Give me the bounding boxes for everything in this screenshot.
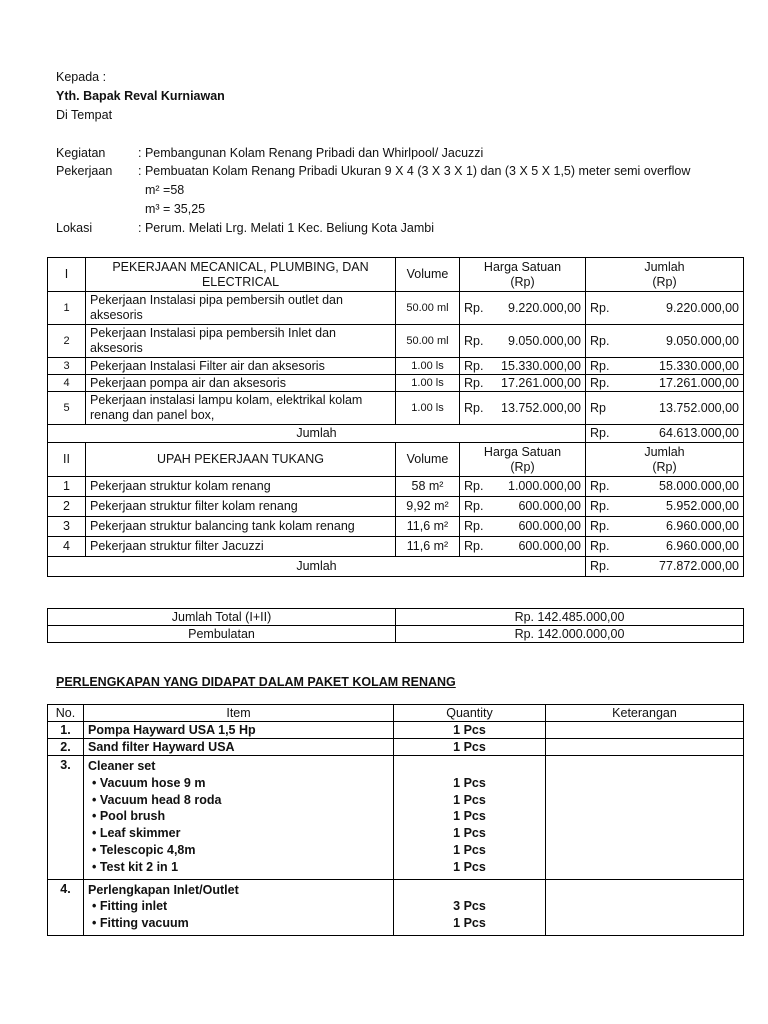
equipment-note xyxy=(546,879,744,935)
kegiatan-value: : Pembangunan Kolam Renang Pribadi dan Whirlpool/ Jacuzzi xyxy=(138,146,484,160)
equipment-col-item: Item xyxy=(84,705,394,722)
table-row xyxy=(48,517,744,537)
row-harga xyxy=(460,358,586,375)
row-harga-value: 600.000,00 xyxy=(518,519,581,533)
list-item: • Pool brush xyxy=(92,809,166,824)
row-volume: 11,6 m² xyxy=(396,517,460,537)
section2-harga-rp: (Rp) xyxy=(510,459,535,474)
list-item: • Vacuum hose 9 m xyxy=(92,775,206,790)
row-jumlah xyxy=(586,477,744,497)
section1-total-label: Jumlah xyxy=(48,425,586,443)
section2-total-label: Jumlah xyxy=(48,557,586,577)
section1-no: I xyxy=(48,258,86,292)
area-value: m² =58 xyxy=(145,183,185,197)
section1-total-cur: Rp. xyxy=(590,426,610,440)
row-no: 3 xyxy=(48,517,86,537)
equipment-note xyxy=(546,722,744,739)
row-harga-cur: Rp. xyxy=(464,400,484,415)
row-jumlah xyxy=(586,392,744,425)
list-item-qty: 1 Pcs xyxy=(453,775,486,790)
list-item-qty: 1 Pcs xyxy=(453,809,486,824)
row-harga-value: 600.000,00 xyxy=(518,539,581,553)
row-jumlah-value: 6.960.000,00 xyxy=(666,519,739,533)
cleaner-set-title: Cleaner set xyxy=(88,759,156,773)
row-jumlah-cur: Rp. xyxy=(590,358,610,373)
section2-harga-header xyxy=(460,443,586,477)
section2-jumlah-label: Jumlah xyxy=(644,444,685,459)
row-desc: Pekerjaan pompa air dan aksesoris xyxy=(86,375,396,392)
table-row xyxy=(48,477,744,497)
equipment-no: 1. xyxy=(48,722,84,739)
row-harga xyxy=(460,517,586,537)
row-volume: 1.00 ls xyxy=(396,375,460,392)
row-desc: Pekerjaan Instalasi Filter air dan aksesoris xyxy=(86,358,396,375)
row-harga-value: 15.330.000,00 xyxy=(501,358,581,373)
table-row xyxy=(48,358,744,375)
rounding-value: Rp. 142.000.000,00 xyxy=(396,626,744,643)
row-jumlah xyxy=(586,375,744,392)
row-jumlah-cur: Rp. xyxy=(590,519,610,533)
row-harga xyxy=(460,477,586,497)
row-volume: 58 m² xyxy=(396,477,460,497)
row-jumlah-value: 15.330.000,00 xyxy=(659,358,739,373)
row-jumlah xyxy=(586,497,744,517)
row-jumlah-value: 58.000.000,00 xyxy=(659,479,739,493)
cleaner-set-row xyxy=(48,756,744,880)
row-desc: Pekerjaan struktur filter kolam renang xyxy=(86,497,396,517)
list-item: • Fitting inlet xyxy=(92,899,168,914)
grand-total-table xyxy=(47,608,744,643)
row-jumlah-cur: Rp. xyxy=(590,499,610,513)
cleaner-set-qty xyxy=(394,756,546,880)
equipment-header-row xyxy=(48,705,744,722)
row-harga-value: 1.000.000,00 xyxy=(508,479,581,493)
row-harga-cur: Rp. xyxy=(464,519,484,533)
list-item-qty: 1 Pcs xyxy=(453,842,486,857)
table-row xyxy=(48,375,744,392)
pekerjaan-label: Pekerjaan xyxy=(56,164,113,178)
list-item: • Fitting vacuum xyxy=(92,916,189,931)
row-jumlah xyxy=(586,517,744,537)
section1-total xyxy=(586,425,744,443)
section2-volume-header: Volume xyxy=(396,443,460,477)
row-volume: 1.00 ls xyxy=(396,358,460,375)
equipment-note xyxy=(546,739,744,756)
equipment-col-note: Keterangan xyxy=(546,705,744,722)
row-desc: Pekerjaan struktur kolam renang xyxy=(86,477,396,497)
table-row xyxy=(48,392,744,425)
row-desc: Pekerjaan Instalasi pipa pembersih outlet dan aksesoris xyxy=(86,292,396,325)
row-jumlah xyxy=(586,325,744,358)
section2-header-row xyxy=(48,443,744,477)
row-harga-cur: Rp. xyxy=(464,358,484,373)
row-no: 4 xyxy=(48,537,86,557)
rounding-label: Pembulatan xyxy=(48,626,396,643)
equipment-table xyxy=(47,704,744,936)
section1-harga-rp: (Rp) xyxy=(510,274,535,289)
row-harga-value: 9.050.000,00 xyxy=(508,333,581,348)
section2-total-value: 77.872.000,00 xyxy=(659,559,739,573)
section1-header-row xyxy=(48,258,744,292)
section1-jumlah-label: Jumlah xyxy=(644,259,685,274)
table-row xyxy=(48,537,744,557)
row-no: 2 xyxy=(48,325,86,358)
row-jumlah-value: 17.261.000,00 xyxy=(659,375,739,390)
row-harga-value: 9.220.000,00 xyxy=(508,300,581,315)
section2-title: UPAH PEKERJAAN TUKANG xyxy=(86,443,396,477)
equipment-note xyxy=(546,756,744,880)
table-row xyxy=(48,497,744,517)
row-harga xyxy=(460,375,586,392)
row-harga-cur: Rp. xyxy=(464,539,484,553)
list-item-qty: 1 Pcs xyxy=(453,859,486,874)
row-desc: Pekerjaan struktur balancing tank kolam renang xyxy=(86,517,396,537)
row-harga-value: 13.752.000,00 xyxy=(501,400,581,415)
list-item: • Test kit 2 in 1 xyxy=(92,859,179,874)
row-desc: Pekerjaan instalasi lampu kolam, elektrikal kolam renang dan panel box, xyxy=(86,392,396,425)
row-jumlah-value: 9.220.000,00 xyxy=(666,300,739,315)
row-jumlah-value: 13.752.000,00 xyxy=(659,400,739,415)
section1-volume-header: Volume xyxy=(396,258,460,292)
row-harga-value: 600.000,00 xyxy=(518,499,581,513)
row-no: 1 xyxy=(48,477,86,497)
row-jumlah-value: 6.960.000,00 xyxy=(666,539,739,553)
list-item: • Vacuum head 8 roda xyxy=(92,792,222,807)
list-item: • Telescopic 4,8m xyxy=(92,842,196,857)
row-no: 1 xyxy=(48,292,86,325)
equipment-qty: 1 Pcs xyxy=(394,739,546,756)
row-jumlah-cur: Rp. xyxy=(590,539,610,553)
section2-total-row xyxy=(48,557,744,577)
row-volume: 50.00 ml xyxy=(396,292,460,325)
rounding-row xyxy=(48,626,744,643)
equipment-item: Pompa Hayward USA 1,5 Hp xyxy=(84,722,394,739)
inlet-outlet-title: Perlengkapan Inlet/Outlet xyxy=(88,882,239,897)
row-harga-cur: Rp. xyxy=(464,479,484,493)
grand-total-label: Jumlah Total (I+II) xyxy=(48,609,396,626)
pekerjaan-value: : Pembuatan Kolam Renang Pribadi Ukuran 9 X 4 (3 X 3 X 1) dan (3 X 5 X 1,5) meter semi overflow xyxy=(138,164,691,178)
row-no: 2 xyxy=(48,497,86,517)
row-jumlah-cur: Rp. xyxy=(590,375,610,390)
row-harga-value: 17.261.000,00 xyxy=(501,375,581,390)
recipient-place: Di Tempat xyxy=(56,108,113,122)
cost-table xyxy=(47,257,744,577)
section2-jumlah-header xyxy=(586,443,744,477)
list-item-qty: 3 Pcs xyxy=(453,899,486,914)
equipment-no: 3. xyxy=(48,756,84,880)
section1-total-value: 64.613.000,00 xyxy=(659,426,739,440)
equipment-col-no: No. xyxy=(48,705,84,722)
lokasi-label: Lokasi xyxy=(56,221,93,235)
row-volume: 1.00 ls xyxy=(396,392,460,425)
section2-total-cur: Rp. xyxy=(590,559,610,573)
cleaner-set-items xyxy=(84,756,394,880)
row-jumlah-value: 5.952.000,00 xyxy=(666,499,739,513)
equipment-qty: 1 Pcs xyxy=(394,722,546,739)
row-jumlah xyxy=(586,292,744,325)
table-row xyxy=(48,739,744,756)
row-harga-cur: Rp. xyxy=(464,333,484,348)
row-jumlah xyxy=(586,537,744,557)
list-item: • Leaf skimmer xyxy=(92,826,181,841)
equipment-item: Sand filter Hayward USA xyxy=(84,739,394,756)
row-harga-cur: Rp. xyxy=(464,300,484,315)
list-item-qty: 1 Pcs xyxy=(453,792,486,807)
row-no: 5 xyxy=(48,392,86,425)
row-jumlah-cur: Rp. xyxy=(590,479,610,493)
row-volume: 9,92 m² xyxy=(396,497,460,517)
row-no: 3 xyxy=(48,358,86,375)
row-jumlah-value: 9.050.000,00 xyxy=(666,333,739,348)
row-jumlah-cur: Rp xyxy=(590,400,606,415)
row-harga-cur: Rp. xyxy=(464,375,484,390)
section1-harga-label: Harga Satuan xyxy=(483,259,562,274)
section1-jumlah-rp: (Rp) xyxy=(652,274,677,289)
volume-value: m³ = 35,25 xyxy=(145,202,206,216)
table-row xyxy=(48,722,744,739)
inlet-outlet-qty xyxy=(394,879,546,935)
row-harga xyxy=(460,292,586,325)
row-jumlah xyxy=(586,358,744,375)
list-item-qty: 1 Pcs xyxy=(453,826,486,841)
equipment-no: 2. xyxy=(48,739,84,756)
equipment-col-qty: Quantity xyxy=(394,705,546,722)
row-volume: 50.00 ml xyxy=(396,325,460,358)
section1-jumlah-header xyxy=(586,258,744,292)
row-jumlah-cur: Rp. xyxy=(590,333,610,348)
lokasi-value: : Perum. Melati Lrg. Melati 1 Kec. Beliung Kota Jambi xyxy=(138,221,434,235)
section1-harga-header xyxy=(460,258,586,292)
grand-total-value: Rp. 142.485.000,00 xyxy=(396,609,744,626)
section2-total xyxy=(586,557,744,577)
row-desc: Pekerjaan Instalasi pipa pembersih Inlet dan aksesoris xyxy=(86,325,396,358)
row-no: 4 xyxy=(48,375,86,392)
section2-jumlah-rp: (Rp) xyxy=(652,459,677,474)
list-item-qty: 1 Pcs xyxy=(453,916,486,931)
equipment-title: PERLENGKAPAN YANG DIDAPAT DALAM PAKET KOLAM RENANG xyxy=(56,675,456,689)
row-harga xyxy=(460,537,586,557)
to-label: Kepada : xyxy=(56,70,107,84)
grand-total-row xyxy=(48,609,744,626)
row-harga xyxy=(460,392,586,425)
inlet-outlet-items xyxy=(84,879,394,935)
section2-harga-label: Harga Satuan xyxy=(483,444,562,459)
row-harga-cur: Rp. xyxy=(464,499,484,513)
inlet-outlet-row xyxy=(48,879,744,935)
equipment-no: 4. xyxy=(48,879,84,935)
row-volume: 11,6 m² xyxy=(396,537,460,557)
section2-no: II xyxy=(48,443,86,477)
recipient-name: Yth. Bapak Reval Kurniawan xyxy=(56,89,225,103)
row-harga xyxy=(460,325,586,358)
row-jumlah-cur: Rp. xyxy=(590,300,610,315)
section1-title: PEKERJAAN MECANICAL, PLUMBING, DAN ELECTRICAL xyxy=(86,258,396,292)
table-row xyxy=(48,292,744,325)
row-harga xyxy=(460,497,586,517)
section1-total-row xyxy=(48,425,744,443)
row-desc: Pekerjaan struktur filter Jacuzzi xyxy=(86,537,396,557)
kegiatan-label: Kegiatan xyxy=(56,146,106,160)
table-row xyxy=(48,325,744,358)
